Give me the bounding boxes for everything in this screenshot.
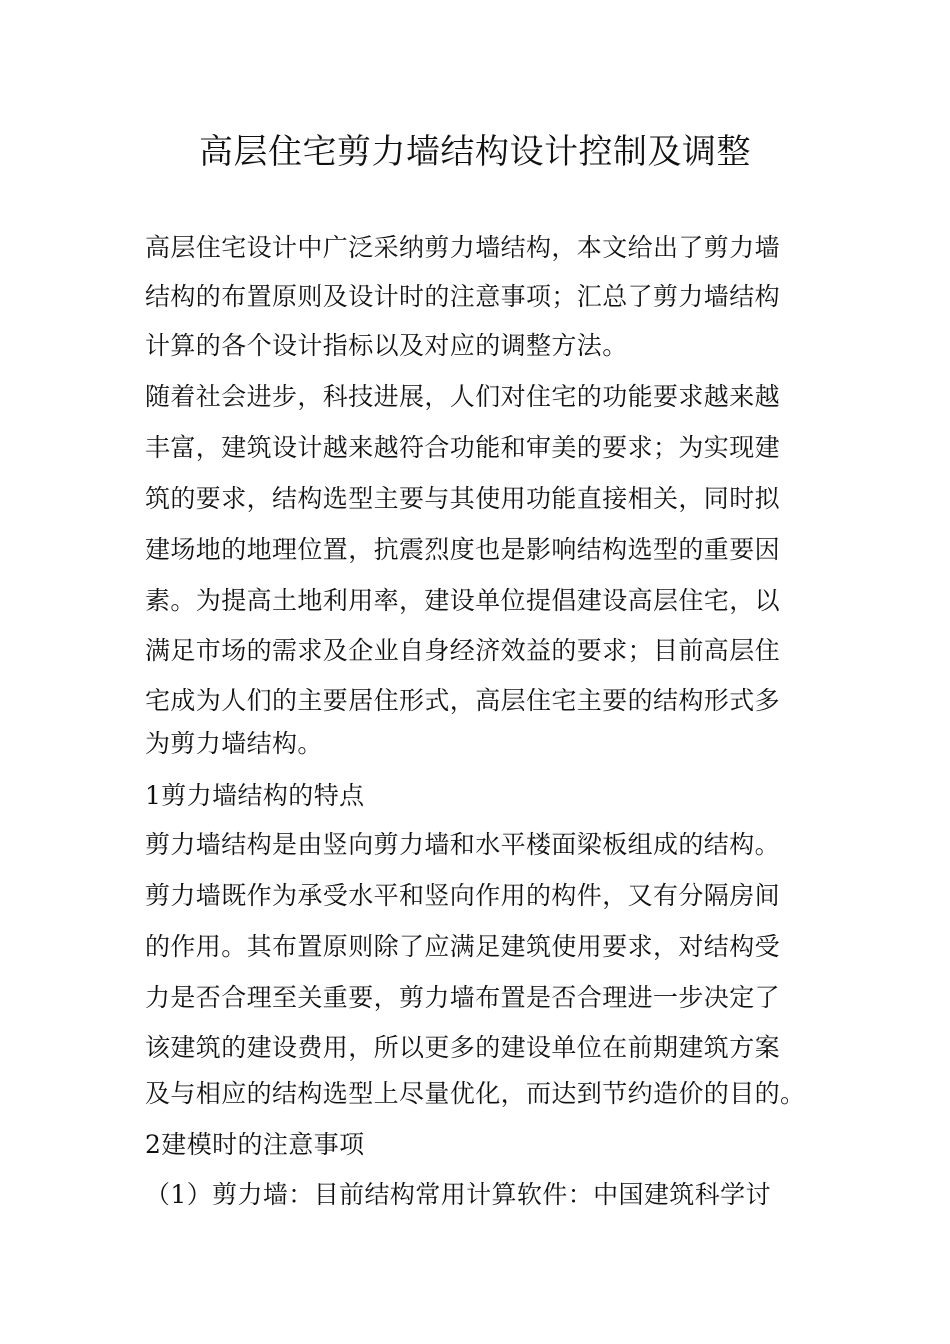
body-line-9: 满足市场的需求及企业自身经济效益的要求；目前高层住 [145, 636, 781, 665]
body-line-8: 素。为提高土地利用率，建设单位提倡建设高层住宅，以 [145, 586, 781, 615]
body-line-14: 的作用。其布置原则除了应满足建筑使用要求，对结构受 [145, 932, 781, 961]
body-line-3: 计算的各个设计指标以及对应的调整方法。 [145, 331, 628, 360]
section-heading-1: 1剪力墙结构的特点 [145, 781, 365, 810]
body-line-15: 力是否合理至关重要，剪力墙布置是否合理进一步决定了 [145, 983, 781, 1012]
body-line-18: （1）剪力墙：目前结构常用计算软件：中国建筑科学讨 [145, 1180, 771, 1209]
body-line-17: 及与相应的结构选型上尽量优化，而达到节约造价的目的。 [145, 1079, 806, 1108]
body-line-10: 宅成为人们的主要居住形式，高层住宅主要的结构形式多 [145, 686, 781, 715]
body-line-1: 高层住宅设计中广泛采纳剪力墙结构，本文给出了剪力墙 [145, 233, 781, 262]
body-line-16: 该建筑的建设费用，所以更多的建设单位在前期建筑方案 [145, 1033, 781, 1062]
body-line-6: 筑的要求，结构选型主要与其使用功能直接相关，同时拟 [145, 484, 781, 513]
body-line-5: 丰富，建筑设计越来越符合功能和审美的要求；为实现建 [145, 433, 781, 462]
body-line-4: 随着社会进步，科技进展，人们对住宅的功能要求越来越 [145, 382, 781, 411]
body-line-7: 建场地的地理位置，抗震烈度也是影响结构选型的重要因 [145, 535, 781, 564]
body-line-2: 结构的布置原则及设计时的注意事项；汇总了剪力墙结构 [145, 282, 781, 311]
section-heading-2: 2建模时的注意事项 [145, 1130, 365, 1159]
body-line-13: 剪力墙既作为承受水平和竖向作用的构件，又有分隔房间 [145, 881, 781, 910]
document-title: 高层住宅剪力墙结构设计控制及调整 [199, 132, 751, 172]
body-line-11: 为剪力墙结构。 [145, 729, 323, 758]
body-line-12: 剪力墙结构是由竖向剪力墙和水平楼面梁板组成的结构。 [145, 830, 781, 859]
